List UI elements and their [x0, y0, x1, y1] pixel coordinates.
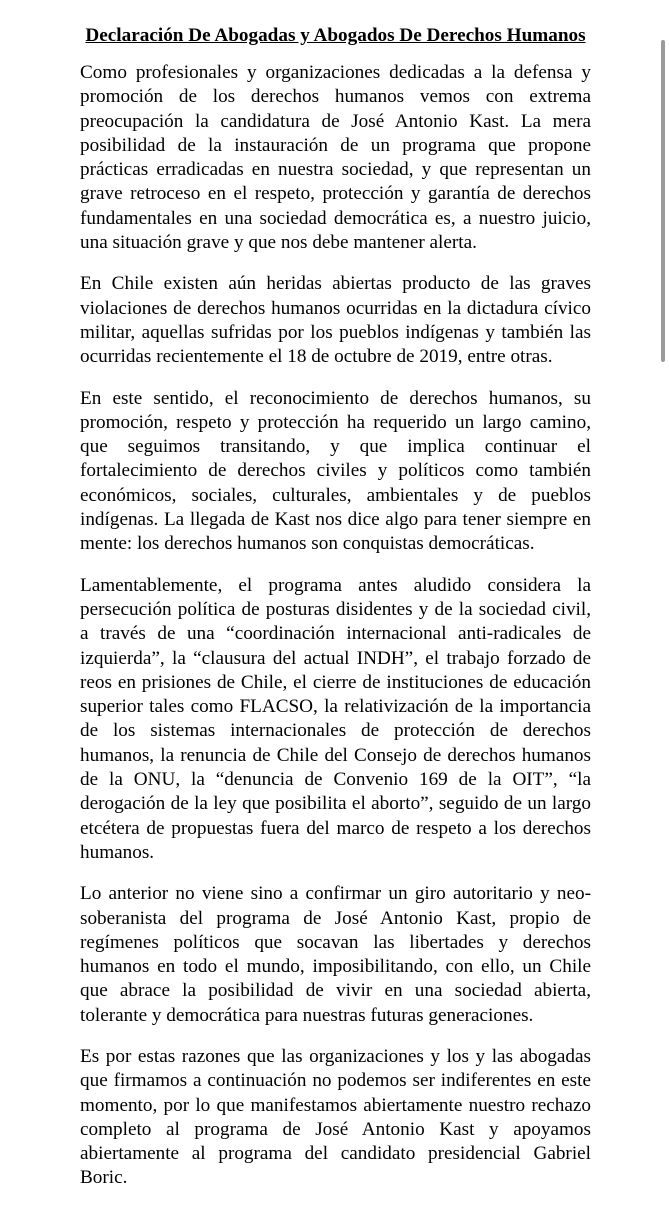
paragraph-5: Lo anterior no viene sino a confirmar un giro autoritario y neo-soberanista del programa de José Antonio Kast, propio de regímenes políticos que socavan las libertades y derechos humanos en todo el mundo, imposibilitando, con ello, un Chile que abrace la posibilidad de vivir en una sociedad abierta, tolerante y democrática para nuestras futuras generaciones. — [80, 883, 591, 1026]
vertical-scrollbar[interactable] — [661, 40, 665, 362]
paragraph-1: Como profesionales y organizaciones dedicadas a la defensa y promoción de los derechos humanos vemos con extrema preocupación la candidatura de José Antonio Kast. La mera posibilidad de la instauración de un programa que propone prácticas erradicadas en nuestra sociedad, y que representan un grave retroceso en el respeto, protección y garantía de derechos fundamentales en una sociedad democrática es, a nuestro juicio, una situación grave y que nos debe mantener alerta. — [80, 62, 591, 254]
paragraph-3: En este sentido, el reconocimiento de derechos humanos, su promoción, respeto y protección ha requerido un largo camino, que seguimos transitando, y que implica continuar el fortalecimiento de derechos civiles y políticos como también económicos, sociales, culturales, ambientales y de pueblos indígenas. La llegada de Kast nos dice algo para tener siempre en mente: los derechos humanos son conquistas democráticas. — [80, 387, 591, 555]
document-title: Declaración De Abogadas y Abogados De Derechos Humanos — [85, 25, 586, 46]
paragraph-2: En Chile existen aún heridas abiertas producto de las graves violaciones de derechos humanos ocurridas en la dictadura cívico militar, aquellas sufridas por los pueblos indígenas y también las ocurridas recientemente el 18 de octubre de 2019, entre otras. — [80, 273, 591, 368]
paragraph-6: Es por estas razones que las organizaciones y los y las abogadas que firmamos a continuación no podemos ser indiferentes en este momento, por lo que manifestamos abiertamente nuestro rechazo completo al programa de José Antonio Kast y apoyamos abiertamente al programa del candidato presidencial Gabriel Boric. — [80, 1045, 591, 1189]
paragraph-4: Lamentablemente, el programa antes aludido considera la persecución política de posturas disidentes y de la sociedad civil, a través de una “coordinación internacional anti-radicales de izquierda”, la “clausura del actual INDH”, el trabajo forzado de reos en prisiones de Chile, el cierre de instituciones de educación superior tales como FLACSO, la relativización de la importancia de los sistemas internacionales de protección de derechos humanos, la renuncia de Chile del Consejo de derechos humanos de la ONU, la “denuncia de Convenio 169 de la OIT”, “la derogación de la ley que posibilita el aborto”, seguido de un largo etcétera de propuestas fuera del marco de respeto a los derechos humanos. — [80, 574, 591, 863]
document-body — [80, 24, 591, 1208]
